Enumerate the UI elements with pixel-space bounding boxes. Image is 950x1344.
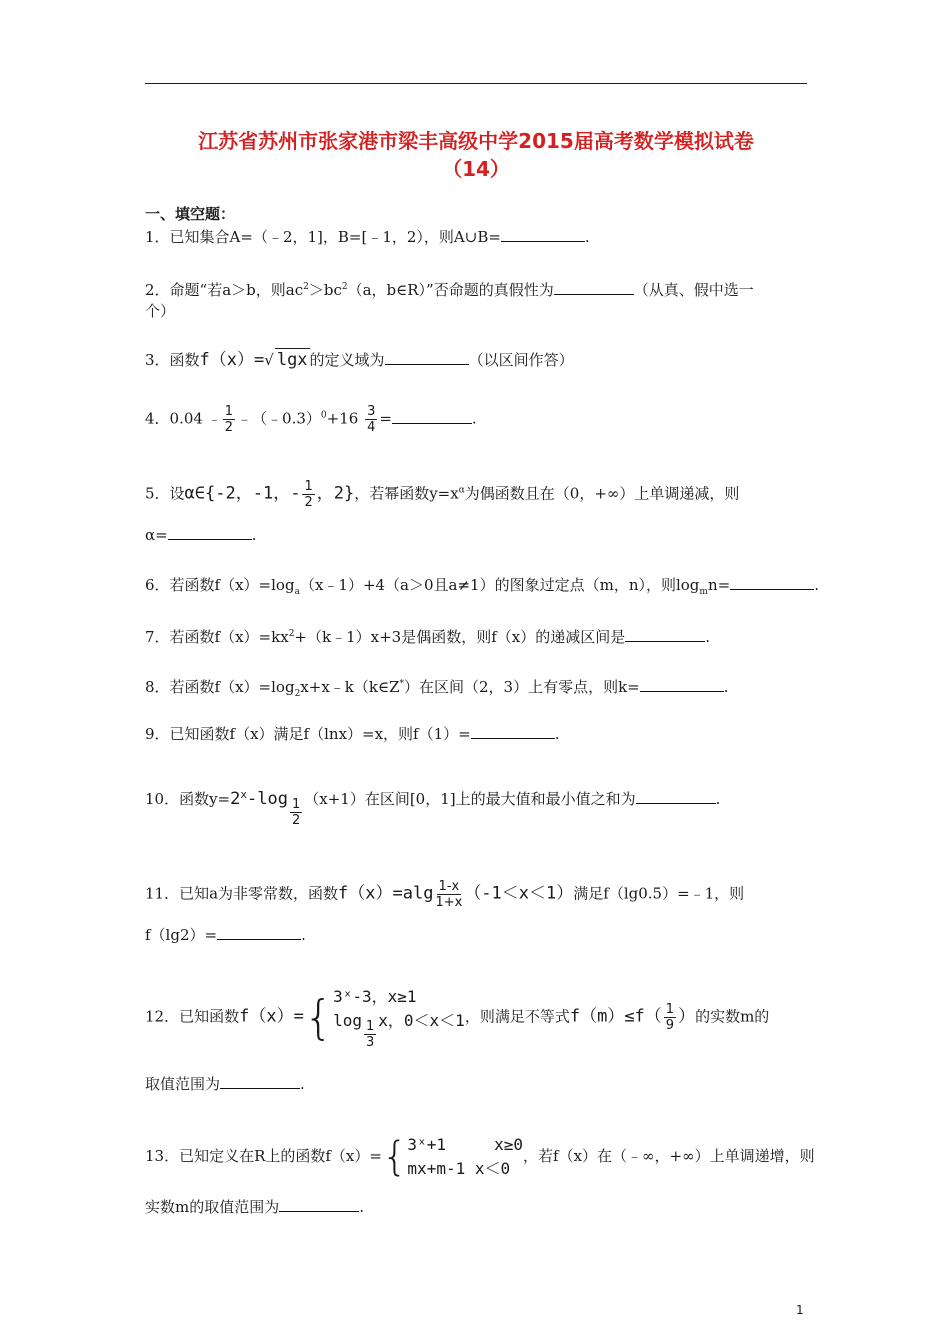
left-brace-icon: { — [381, 1134, 408, 1180]
q10-text: 10．函数y= — [145, 790, 231, 808]
q4-text-mid: ﹣（﹣0.3） — [237, 409, 321, 428]
q11-line2-text: f（lg2）= — [145, 926, 218, 944]
q12-function: f（x）= — [239, 1006, 304, 1027]
denominator: 2 — [304, 495, 313, 510]
q5-text-rest: 为偶函数且在（0，+∞）上单调递减，则 — [464, 484, 740, 503]
case-1-expr: 3ˣ+1 — [407, 1135, 446, 1154]
q10-base: 2 — [230, 789, 241, 809]
q10-end: . — [715, 790, 721, 808]
answer-blank[interactable] — [220, 1074, 300, 1089]
denominator: 1+x — [435, 895, 463, 910]
case-2 — [333, 1009, 465, 1050]
case-2 — [407, 1157, 523, 1181]
numerator: 1 — [665, 1002, 675, 1018]
answer-blank[interactable] — [168, 525, 252, 540]
q5-end: . — [251, 526, 257, 544]
q6-text-rest: n= — [707, 576, 731, 594]
page-number: 1 — [796, 1303, 804, 1317]
case-1 — [407, 1133, 523, 1157]
section-heading: 一、填空题： — [145, 205, 236, 223]
sqrt-icon: √ — [264, 351, 274, 369]
fraction — [365, 404, 377, 435]
answer-blank[interactable] — [471, 724, 555, 739]
numerator: 1 — [304, 479, 313, 494]
question-10 — [145, 784, 807, 828]
q1-text: 1．已知集合A=（﹣2，1]，B=[﹣1，2），则A∪B= — [145, 228, 501, 246]
q5-set: α∈{-2，-1，- — [184, 483, 301, 504]
subscript: a — [294, 587, 300, 597]
q12-text-rest: 的实数m的 — [695, 1007, 770, 1026]
numerator: 1 — [224, 404, 234, 419]
answer-blank[interactable] — [279, 1197, 359, 1212]
q11-function: f（x）=alg — [338, 883, 434, 904]
fraction — [302, 479, 314, 510]
q8-text-rest: ）在区间（2，3）上有零点，则k= — [404, 678, 640, 696]
q11-text-rest: 满足f（lg0.5）=﹣1，则 — [573, 884, 745, 903]
q4-text-plus: +16 — [326, 409, 359, 428]
numerator: 1 — [291, 797, 301, 812]
q8-end: . — [723, 678, 729, 696]
question-2 — [145, 276, 807, 301]
answer-blank[interactable] — [640, 677, 724, 692]
superscript: * — [399, 679, 404, 689]
superscript: 2 — [288, 629, 295, 639]
answer-blank[interactable] — [217, 925, 301, 940]
equals-sign: = — [379, 409, 392, 428]
case-1-cond: x≥0 — [494, 1135, 524, 1154]
answer-blank[interactable] — [554, 280, 634, 295]
q13-line2-text: 实数m的取值范围为 — [145, 1198, 280, 1216]
question-12 — [145, 985, 807, 1050]
question-11 — [145, 879, 807, 910]
case-2-rest: x，0＜x＜1 — [378, 1011, 465, 1030]
q5-set-end: ，2} — [316, 483, 355, 504]
question-2-line2: 个） — [145, 302, 176, 320]
q8-text-mid: x+x﹣k（k∈Z — [300, 678, 400, 696]
fraction — [364, 1019, 376, 1050]
superscript: α — [458, 485, 465, 496]
piecewise-cases — [407, 1133, 523, 1181]
question-7 — [145, 623, 807, 648]
numerator: 1 — [366, 1019, 375, 1035]
subscript: 2 — [294, 689, 301, 699]
q13-text: 13．已知定义在R上的函数f（x）= — [145, 1147, 382, 1165]
denominator: 2 — [291, 813, 301, 828]
answer-blank[interactable] — [636, 789, 716, 804]
answer-blank[interactable] — [625, 627, 705, 642]
denominator: 3 — [366, 1035, 375, 1051]
case-2-expr: mx+m-1 — [407, 1159, 466, 1178]
q3-radicand: lgx — [276, 350, 308, 370]
fraction — [223, 404, 235, 435]
q3-function: f（x）= — [199, 350, 265, 370]
q7-text-rest: +（k﹣1）x+3是偶函数，则f（x）的递减区间是 — [294, 628, 626, 646]
q11-text: 11．已知a为非零常数，函数 — [145, 884, 339, 903]
q13-end: . — [359, 1198, 365, 1216]
q1-end: . — [584, 228, 590, 246]
q12-end: . — [300, 1075, 305, 1093]
q11-end: . — [301, 926, 306, 944]
q3-text-post: 的定义域为 — [309, 351, 385, 369]
q9-end: . — [554, 725, 560, 743]
q12-inequality: f（m）≤f（ — [569, 1006, 662, 1027]
minus-sign: ﹣ — [207, 412, 221, 428]
q3-text: 3．函数 — [145, 351, 200, 369]
case-1: 3ˣ-3，x≥1 — [333, 987, 417, 1006]
question-3 — [145, 348, 807, 371]
q12-text-mid: ，则满足不等式 — [464, 1007, 570, 1026]
q2-note: （从真、假中选一 — [633, 281, 754, 299]
q13-text-rest: ，若f（x）在（﹣∞，+∞）上单调递增，则 — [523, 1147, 815, 1165]
fraction — [435, 879, 462, 910]
denominator: 9 — [665, 1018, 675, 1034]
superscript: 2 — [303, 282, 309, 292]
question-5 — [145, 479, 807, 510]
case-2-log: log — [333, 1011, 362, 1030]
q12-close: ） — [678, 1006, 696, 1027]
header-rule — [145, 83, 807, 84]
q12-text: 12．已知函数 — [145, 1007, 240, 1026]
case-2-cond: x＜0 — [474, 1159, 511, 1178]
q5-text-mid: ，若幂函数y=x — [354, 484, 459, 503]
answer-blank[interactable] — [392, 409, 472, 424]
question-6 — [145, 574, 819, 603]
q10-log: -log — [247, 789, 288, 809]
question-5-line2 — [145, 524, 807, 546]
q5-line2-text: α= — [145, 526, 168, 544]
denominator: 2 — [224, 420, 234, 435]
numerator: 3 — [367, 404, 376, 419]
fraction — [290, 797, 302, 828]
page-title: 江苏省苏州市张家港市梁丰高级中学2015届高考数学模拟试卷 — [198, 129, 754, 153]
q8-text: 8．若函数f（x）=log — [145, 678, 295, 696]
answer-blank[interactable] — [385, 350, 469, 365]
q7-text: 7．若函数f（x）=kx — [145, 628, 289, 646]
q2-text-mid: ＞bc — [308, 281, 342, 299]
q10-text-rest: （x+1）在区间[0，1]上的最大值和最小值之和为 — [304, 790, 636, 808]
page-title-suffix: （14） — [442, 157, 510, 181]
q3-note: （以区间作答） — [468, 351, 574, 369]
question-4 — [145, 404, 807, 435]
q5-text: 5．设 — [145, 484, 185, 503]
q9-text: 9．已知函数f（x）满足f（lnx）=x，则f（1）= — [145, 725, 471, 743]
q11-domain: （-1＜x＜1） — [464, 883, 574, 904]
q7-end: . — [705, 628, 710, 646]
fraction — [664, 1002, 676, 1033]
q12-line2-text: 取值范围为 — [145, 1075, 221, 1093]
left-brace-icon: { — [303, 990, 334, 1045]
q6-end: . — [814, 576, 819, 594]
q6-text-mid: （x﹣1）+4（a＞0且a≠1）的图象过定点（m，n），则log — [299, 576, 700, 594]
q4-end: . — [471, 409, 477, 428]
q2-text-rest: （a，b∈R）”否命题的真假性为 — [347, 281, 554, 299]
question-8 — [145, 673, 807, 705]
superscript: x — [240, 788, 248, 801]
q6-text: 6．若函数f（x）=log — [145, 576, 295, 594]
numerator: 1-x — [438, 879, 460, 894]
question-11-line2 — [145, 924, 807, 946]
superscript: 0 — [320, 410, 327, 421]
answer-blank[interactable] — [501, 227, 585, 242]
question-9 — [145, 723, 807, 745]
answer-blank[interactable] — [730, 575, 814, 590]
q4-text: 4．0.04 — [145, 409, 203, 428]
denominator: 4 — [367, 420, 376, 435]
question-1 — [145, 226, 807, 248]
question-12-line2 — [145, 1073, 807, 1095]
superscript: 2 — [341, 282, 348, 292]
piecewise-cases — [333, 985, 465, 1050]
question-13-line2 — [145, 1196, 807, 1218]
q2-text: 2．命题“若a＞b，则ac — [145, 281, 304, 299]
subscript: m — [699, 587, 708, 597]
question-13 — [145, 1133, 815, 1181]
